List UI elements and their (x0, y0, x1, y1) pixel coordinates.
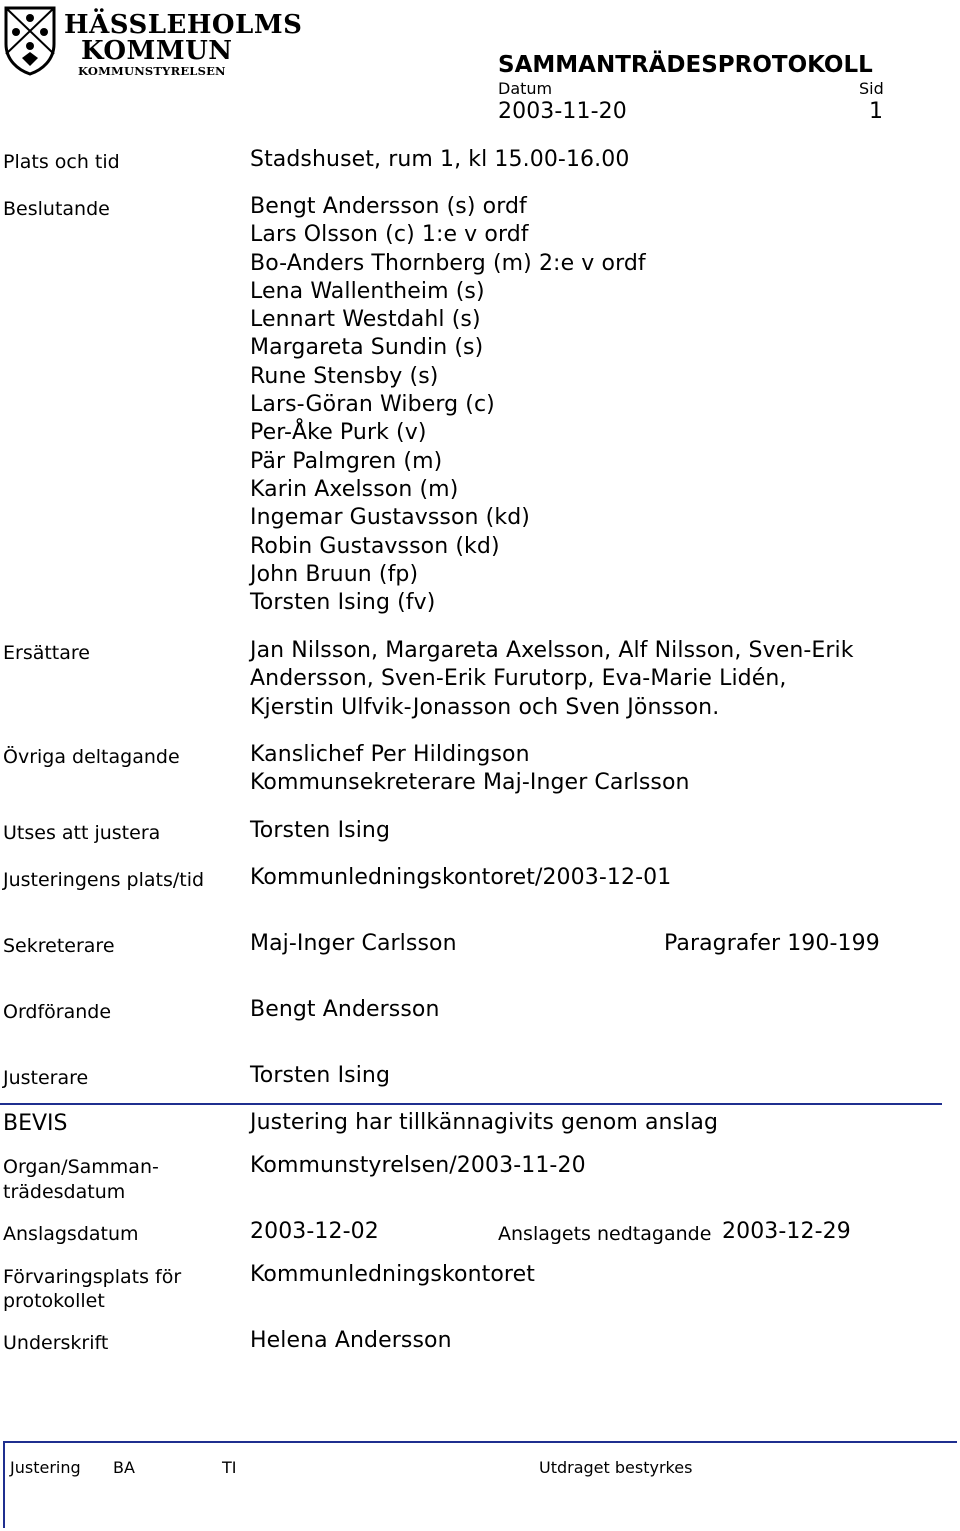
footer-left-rule (3, 1443, 5, 1528)
ersattare-line: Kjerstin Ulfvik-Jonasson och Sven Jönsson. (250, 694, 720, 720)
footer-initials-ba: BA (113, 1458, 135, 1477)
justeringens-value: Kommunledningskontoret/2003-12-01 (250, 865, 672, 890)
organ-value: Kommunstyrelsen/2003-11-20 (250, 1153, 586, 1178)
document-title: SAMMANTRÄDESPROTOKOLL (498, 52, 873, 78)
forvaring-label-1: Förvaringsplats för (3, 1266, 182, 1288)
bevis-value: Justering har tillkännagivits genom anslag (250, 1110, 719, 1135)
ovriga-list (250, 741, 690, 798)
nedtagande-label: Anslagets nedtagande (498, 1223, 712, 1245)
justeringens-label: Justeringens plats/tid (3, 869, 205, 891)
paragrafer-value: Paragrafer 190-199 (664, 931, 880, 956)
ovriga-label: Övriga deltagande (3, 746, 180, 768)
bevis-label: BEVIS (3, 1111, 68, 1136)
logo-line-2: KOMMUN (81, 36, 233, 66)
footer-initials-ti: TI (222, 1458, 237, 1477)
member: Lars Olsson (c) 1:e v ordf (250, 222, 529, 248)
member: Ingemar Gustavsson (kd) (250, 505, 530, 531)
member: Torsten Ising (fv) (250, 590, 436, 616)
ordforande-value: Bengt Andersson (250, 997, 440, 1022)
member: Lena Wallentheim (s) (250, 278, 485, 304)
datum-value: 2003-11-20 (498, 99, 627, 124)
member: Rune Stensby (s) (250, 363, 439, 389)
member: Bengt Andersson (s) ordf (250, 194, 527, 219)
member: John Bruun (fp) (250, 561, 419, 587)
footer-divider (3, 1441, 957, 1443)
sid-value: 1 (869, 99, 884, 124)
beslutande-label: Beslutande (3, 198, 110, 220)
sekreterare-value: Maj-Inger Carlsson (250, 931, 457, 956)
member: Lennart Westdahl (s) (250, 307, 481, 333)
ovriga-line: Kommunsekreterare Maj-Inger Carlsson (250, 770, 690, 796)
footer-justering: Justering (10, 1458, 81, 1477)
ersattare-line: Jan Nilsson, Margareta Axelsson, Alf Nilsson, Sven-Erik (250, 638, 854, 663)
beslutande-list (250, 193, 646, 617)
logo-line-1: HÄSSLEHOLMS (64, 10, 303, 40)
forvaring-label-2: protokollet (3, 1290, 105, 1312)
nedtagande-value: 2003-12-29 (722, 1219, 851, 1244)
plats-label: Plats och tid (3, 151, 120, 173)
member: Lars-Göran Wiberg (c) (250, 392, 495, 418)
underskrift-label: Underskrift (3, 1332, 109, 1354)
sid-label: Sid (859, 79, 884, 98)
datum-label: Datum (498, 79, 553, 98)
ersattare-label: Ersättare (3, 642, 90, 664)
bevis-divider (0, 1103, 942, 1105)
organ-label-2: trädesdatum (3, 1181, 126, 1203)
municipality-logo (2, 2, 303, 80)
organ-label-1: Organ/Samman- (3, 1156, 159, 1178)
ersattare-list (250, 637, 854, 722)
member: Per-Åke Purk (v) (250, 420, 427, 446)
member: Robin Gustavsson (kd) (250, 533, 500, 559)
justerare-label: Justerare (3, 1067, 89, 1089)
member: Bo-Anders Thornberg (m) 2:e v ordf (250, 250, 646, 276)
coat-of-arms-icon (2, 4, 58, 76)
footer-utdraget: Utdraget bestyrkes (539, 1458, 693, 1477)
plats-value: Stadshuset, rum 1, kl 15.00-16.00 (250, 147, 630, 172)
logo-line-3: KOMMUNSTYRELSEN (78, 64, 226, 78)
utses-value: Torsten Ising (250, 818, 391, 843)
anslag-label: Anslagsdatum (3, 1223, 139, 1245)
member: Pär Palmgren (m) (250, 448, 443, 474)
underskrift-value: Helena Andersson (250, 1328, 452, 1353)
sekreterare-label: Sekreterare (3, 935, 115, 957)
forvaring-value: Kommunledningskontoret (250, 1262, 535, 1287)
member: Margareta Sundin (s) (250, 335, 484, 361)
justerare-value: Torsten Ising (250, 1063, 391, 1088)
utses-label: Utses att justera (3, 822, 161, 844)
ersattare-line: Andersson, Sven-Erik Furutorp, Eva-Marie Lidén, (250, 666, 787, 692)
ovriga-line: Kanslichef Per Hildingson (250, 742, 530, 767)
member: Karin Axelsson (m) (250, 476, 459, 502)
ordforande-label: Ordförande (3, 1001, 112, 1023)
anslag-value: 2003-12-02 (250, 1219, 379, 1244)
